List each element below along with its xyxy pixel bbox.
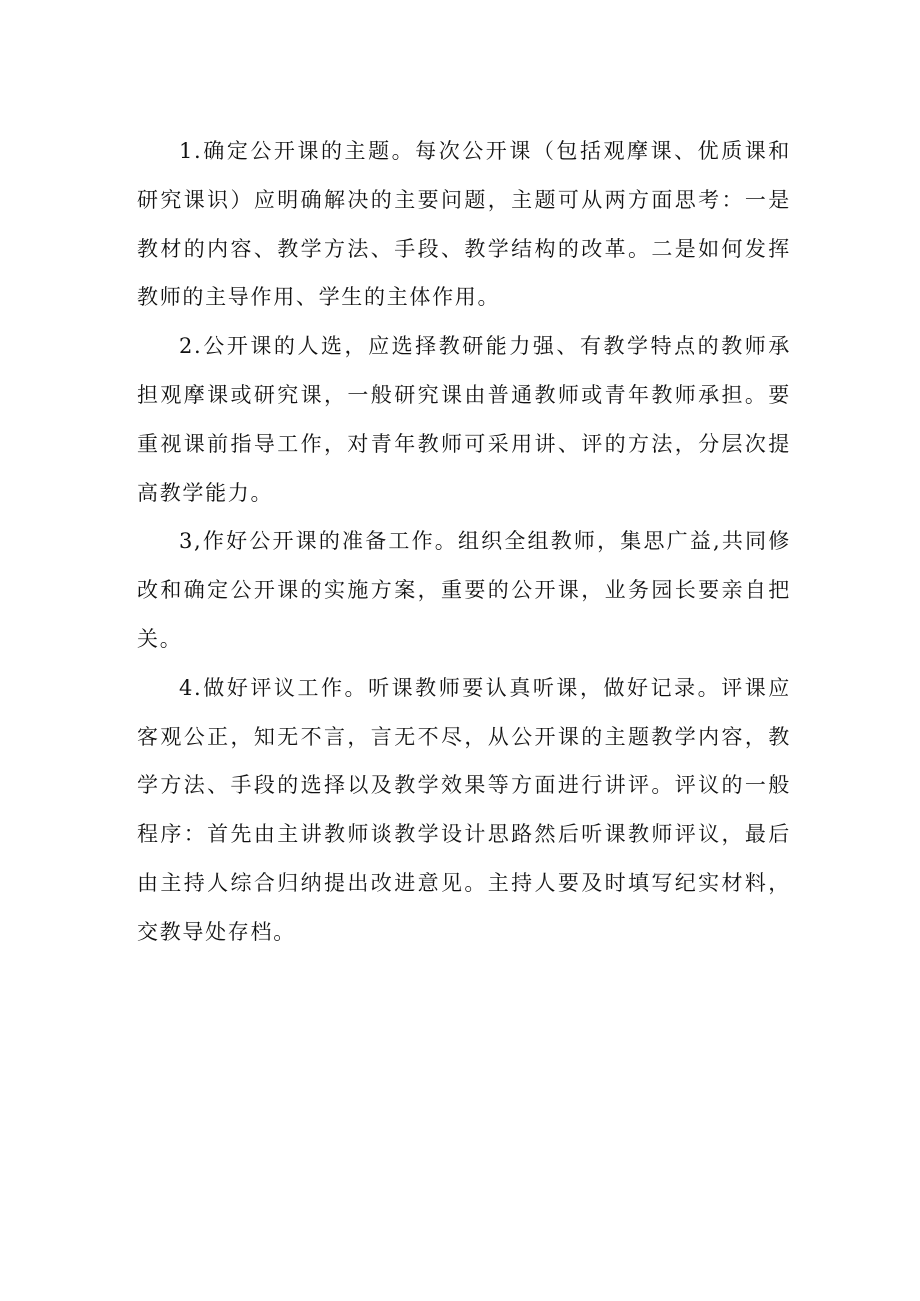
- paragraph-1: 1.确定公开课的主题。每次公开课（包括观摩课、优质课和研究课识）应明确解决的主要问题，主题可从两方面思考：一是教材的内容、教学方法、手段、教学结构的改革。二是如何发挥教师的主导作用、学生的主体作用。: [137, 139, 791, 310]
- paragraph-3: 3,作好公开课的准备工作。组织全组教师，集思广益,共同修改和确定公开课的实施方案，重要的公开课，业务园长要亲自把关。: [137, 529, 791, 651]
- paragraph-4: 4.做好评议工作。听课教师要认真听课，做好记录。评课应客观公正，知无不言，言无不尽，从公开课的主题教学内容，教学方法、手段的选择以及教学效果等方面进行讲评。评议的一般程序：首先由主讲教师谈教学设计思路然后听课教师评议，最后由主持人综合归纳提出改进意见。主持人要及时填写纪实材料，交教导处存档。: [137, 675, 791, 944]
- document-body: [137, 127, 791, 957]
- paragraph-2: 2.公开课的人选，应选择教研能力强、有教学特点的教师承担观摩课或研究课，一般研究课由普通教师或青年教师承担。要重视课前指导工作，对青年教师可采用讲、评的方法，分层次提高教学能力。: [137, 334, 791, 505]
